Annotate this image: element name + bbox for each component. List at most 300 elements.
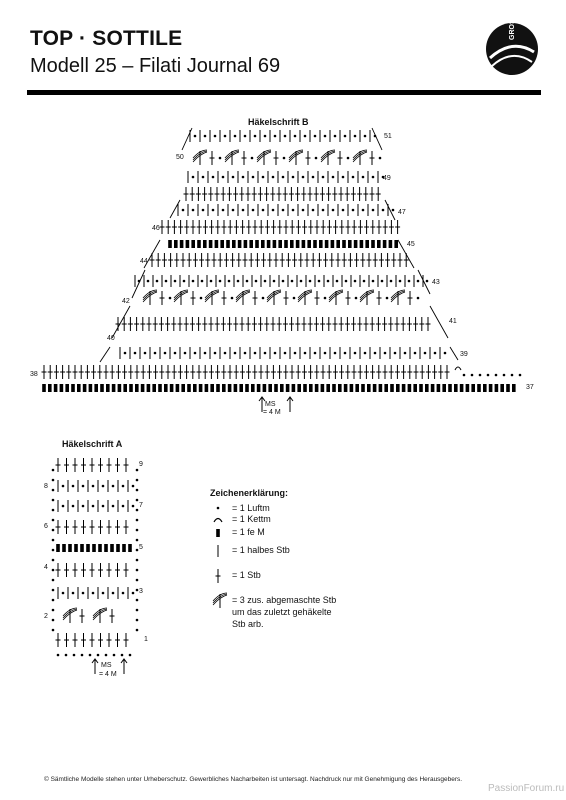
chain-dot [244,135,247,138]
dc-mark [191,220,196,234]
chain-dot [62,592,65,595]
dc-mark [395,317,400,331]
dc-mark [289,187,294,201]
dc-mark [255,253,260,267]
sc-block [512,384,516,392]
dc-mark [290,365,295,379]
chain-dot [304,135,307,138]
dc-mark [432,365,437,379]
dc-mark [190,317,195,331]
chain-dot [136,619,139,622]
sc-block [186,240,190,248]
row-number: 9 [139,461,143,468]
chain-dot [374,352,377,355]
sc-block [354,240,358,248]
dc-mark [181,253,186,267]
ms-arrow [287,397,293,412]
chain-dot [136,509,139,512]
chain-dot [487,374,490,377]
copyright-notice: © Sämtliche Modelle stehen unter Urheberschutz. Gewerbliches Nacharbeiten ist untersagt. Nachdruck nur mit Genehmigung des Herausgebers. [44,776,463,783]
row-number: 40 [107,335,115,342]
chain-dot [105,654,108,657]
page-subtitle: Modell 25 – Filati Journal 69 [30,55,281,77]
chain-dot [302,176,305,179]
chain-dot [262,209,265,212]
sc-block [332,384,336,392]
chain-dot [144,352,147,355]
chain-dot [132,485,135,488]
sc-block [495,384,499,392]
dc-mark [156,253,161,267]
sc-block [89,384,93,392]
chain-dot [122,592,125,595]
dc-mark [338,151,343,165]
chain-dot [354,280,357,283]
sc-block [280,384,284,392]
chain-dot [417,280,420,283]
chain-dot [354,135,357,138]
chain-dot [52,559,55,562]
dc-mark [342,253,347,267]
chain-dot [52,599,55,602]
chain-dot [274,135,277,138]
chain-dot [102,505,105,508]
sc-block [471,384,475,392]
chain-dot [183,280,186,283]
dc-mark [252,187,257,201]
chain-dot [300,280,303,283]
legend-symbols [213,507,227,608]
cluster-mark [298,290,312,305]
chain-dot [362,176,365,179]
dc-mark [224,253,229,267]
sc-block [355,384,359,392]
row-number: 50 [176,154,184,161]
dc-mark [370,220,375,234]
cluster-mark [174,290,188,305]
dc-mark [215,365,220,379]
chain-dot [52,519,55,522]
dc-mark [190,365,195,379]
chain-dot [255,280,258,283]
chain-dot [136,609,139,612]
dc-mark [357,317,362,331]
chain-dot [136,589,139,592]
chain-dot [57,654,60,657]
chain-dot [212,209,215,212]
cluster-mark [213,593,227,608]
dc-mark [351,187,356,201]
chain-dot [82,485,85,488]
chain-dot [284,135,287,138]
chain-dot [251,157,254,160]
chain-dot [165,280,168,283]
sc-block [506,384,510,392]
dc-mark [302,317,307,331]
dc-mark [178,317,183,331]
dc-mark [261,253,266,267]
dc-mark [360,253,365,267]
cluster-mark [289,150,303,165]
dc-mark [162,253,167,267]
chain-dot [364,352,367,355]
sc-block [48,384,52,392]
row-number: 1 [144,636,148,643]
dc-mark [259,220,264,234]
dc-mark [240,317,245,331]
sc-block [232,240,236,248]
dc-mark [228,220,233,234]
edge-slash [450,347,458,360]
dc-mark [128,317,133,331]
dc-mark [395,220,400,234]
dc-mark [385,253,390,267]
chain-dot [332,176,335,179]
sc-block [367,384,371,392]
dc-mark [104,365,109,379]
dc-mark [348,253,353,267]
chain-dot [112,505,115,508]
dc-mark [253,220,258,234]
chain-dot [382,209,385,212]
dc-mark [333,220,338,234]
dc-mark [296,220,301,234]
sc-block [68,544,72,552]
dc-mark [277,365,282,379]
dc-mark [271,365,276,379]
sc-block [454,384,458,392]
sc-block [234,384,238,392]
sc-block [489,384,493,392]
chain-dot [463,374,466,377]
chain-dot [136,469,139,472]
dc-mark [264,187,269,201]
chain-dot [202,176,205,179]
diagram-a [52,458,139,674]
sc-block [383,240,387,248]
dc-mark [115,458,120,472]
chain-dot [282,209,285,212]
dc-mark [193,253,198,267]
chain-dot [372,280,375,283]
dc-mark [110,609,115,623]
chain-dot [121,654,124,657]
chain-dot [414,352,417,355]
chain-dot [224,135,227,138]
dc-mark [383,220,388,234]
sc-block [331,240,335,248]
chain-dot [444,352,447,355]
chain-dot [52,629,55,632]
sc-block [94,384,98,392]
chain-dot [362,209,365,212]
sc-block [278,240,282,248]
legend-title: Zeichenerklärung: [210,488,289,498]
sc-block [460,384,464,392]
cluster-mark [93,608,107,623]
row-number: 37 [526,384,534,391]
sc-block [54,384,58,392]
chain-dot [345,280,348,283]
chain-dot [272,209,275,212]
sc-block [244,240,248,248]
chain-dot [404,352,407,355]
dc-mark [352,220,357,234]
sc-block [315,384,319,392]
chain-dot [136,579,139,582]
dc-mark [354,253,359,267]
chain-dot [52,589,55,592]
chain-dot [192,280,195,283]
dc-mark [289,317,294,331]
chain-dot [147,280,150,283]
chain-dot [232,176,235,179]
sc-block [342,240,346,248]
chain-dot [201,280,204,283]
chain-dot [228,280,231,283]
cluster-mark [205,290,219,305]
dc-mark [333,317,338,331]
dc-mark [98,520,103,534]
chain-dot [192,209,195,212]
dc-mark [363,187,368,201]
dc-mark [98,633,103,647]
dc-mark [97,365,102,379]
dc-mark [79,365,84,379]
dc-mark [320,187,325,201]
chain-dot [222,176,225,179]
dc-mark [379,253,384,267]
dc-mark [124,633,129,647]
chain-dot [372,209,375,212]
sc-block [325,240,329,248]
dc-mark [81,563,86,577]
dc-mark [160,291,165,305]
chain-dot [174,280,177,283]
chain-dot [254,352,257,355]
sc-block [348,240,352,248]
chain-dot [92,485,95,488]
chain-dot [219,157,222,160]
dc-mark [308,365,313,379]
dc-mark [345,317,350,331]
sc-block [390,384,394,392]
dc-mark [107,520,112,534]
sc-block [170,384,174,392]
sc-block [257,384,261,392]
cluster-mark [257,150,271,165]
dc-mark [358,220,363,234]
sc-block [210,384,214,392]
dc-mark [246,187,251,201]
dc-mark [398,253,403,267]
dc-mark [174,253,179,267]
sc-block [373,384,377,392]
dc-mark [332,187,337,201]
dc-mark [271,317,276,331]
dc-mark [227,187,232,201]
dc-mark [243,253,248,267]
dc-mark [202,317,207,331]
sc-block [135,384,139,392]
chain-dot [274,352,277,355]
dc-mark [197,365,202,379]
watermark: PassionForum.ru [488,783,565,794]
sc-block [394,240,398,248]
dc-mark [107,633,112,647]
dc-mark [283,187,288,201]
chain-dot [52,469,55,472]
sc-block [98,544,102,552]
sc-block [249,240,253,248]
chain-dot [113,654,116,657]
dc-mark [249,253,254,267]
chain-dot [479,374,482,377]
sc-block [268,384,272,392]
dc-mark [153,365,158,379]
dc-mark [91,365,96,379]
dc-mark [388,317,393,331]
dc-mark [187,253,192,267]
ms-sub-label: = 4 M [263,409,281,416]
sc-block [141,384,145,392]
dc-mark [73,365,78,379]
dc-mark [302,220,307,234]
chain-dot [322,209,325,212]
chain-dot [334,352,337,355]
dc-mark [284,220,289,234]
chain-dot [82,505,85,508]
dc-mark [85,365,90,379]
dc-mark [184,220,189,234]
sc-block [483,384,487,392]
chain-dot [342,176,345,179]
dc-mark [258,317,263,331]
chain-dot [52,509,55,512]
dc-mark [308,220,313,234]
sc-block [197,240,201,248]
chain-dot [242,209,245,212]
chain-dot [212,176,215,179]
dc-mark [408,291,413,305]
cluster-mark [63,608,77,623]
sc-block [118,384,122,392]
chain-dot [214,135,217,138]
edge-slash [100,347,110,362]
row-number: 46 [152,225,160,232]
dc-mark [81,633,86,647]
chain-dot [136,479,139,482]
dc-mark [290,220,295,234]
chain-dot [72,485,75,488]
dc-mark [357,187,362,201]
sc-block [100,384,104,392]
dc-mark [438,365,443,379]
sc-block [292,384,296,392]
dc-mark [240,365,245,379]
row-number: 43 [432,279,440,286]
chain-dot [194,135,197,138]
chain-dot [112,485,115,488]
chain-dot [82,592,85,595]
dc-mark [401,317,406,331]
chain-dot [52,619,55,622]
chain-dot [262,176,265,179]
dc-mark [134,317,139,331]
sc-block [245,384,249,392]
row-number: 45 [407,241,415,248]
sc-block [303,384,307,392]
dc-mark [64,520,69,534]
edge-slash [372,128,382,150]
dc-mark [311,253,316,267]
dc-mark [420,365,425,379]
sc-block [42,384,46,392]
chain-dot [292,209,295,212]
edge-slash [430,306,448,338]
chain-dot [336,280,339,283]
dc-mark [370,365,375,379]
dc-mark [401,365,406,379]
chain-dot [122,505,125,508]
sc-block [425,384,429,392]
dc-mark [414,365,419,379]
dc-mark [286,253,291,267]
chain-dot [282,176,285,179]
dc-mark [90,458,95,472]
edge-slash [418,270,430,294]
sc-block [205,384,209,392]
dc-mark [336,253,341,267]
dc-mark [56,520,61,534]
row-number: 2 [44,613,48,620]
sc-block [164,384,168,392]
sc-block [86,544,90,552]
chain-dot [392,209,395,212]
dc-mark [277,187,282,201]
chain-dot [217,507,220,510]
dc-mark [90,633,95,647]
sc-block [267,240,271,248]
sc-block [377,240,381,248]
chain-dot [262,297,265,300]
slip-arc [455,367,461,370]
chain-dot [52,609,55,612]
svg-text:GROSSA: GROSSA [509,18,516,40]
sc-block [431,384,435,392]
dc-mark [382,317,387,331]
dc-mark [315,220,320,234]
dc-mark [160,220,165,234]
chain-dot [244,352,247,355]
chain-dot [264,135,267,138]
dc-mark [73,633,78,647]
sc-block [209,240,213,248]
sc-block [71,384,75,392]
dc-mark [172,365,177,379]
row-number: 4 [44,564,48,571]
dc-mark [56,458,61,472]
chain-dot [136,629,139,632]
cluster-mark [321,150,335,165]
chain-dot [174,352,177,355]
dc-mark [327,220,332,234]
edge-slash [112,306,130,338]
dc-mark [364,317,369,331]
dc-mark [326,317,331,331]
sc-block [110,544,114,552]
dc-mark [64,633,69,647]
